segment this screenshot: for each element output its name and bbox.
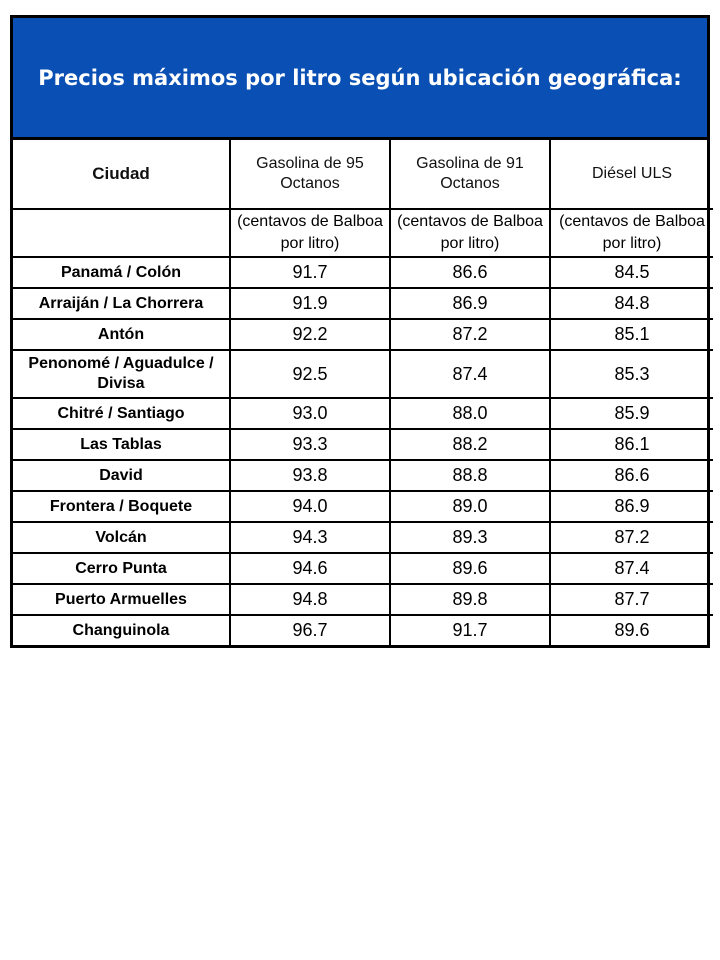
cell-city: Volcán	[13, 522, 230, 553]
table-row	[13, 615, 713, 645]
price-table-container	[10, 15, 710, 648]
cell-diesel: 86.9	[550, 491, 713, 522]
header-gas95: Gasolina de 95 Octanos	[230, 140, 390, 209]
cell-gas95: 94.6	[230, 553, 390, 584]
cell-gas91: 88.0	[390, 398, 550, 429]
units-gas95: (centavos de Balboa por litro)	[230, 209, 390, 257]
cell-gas91: 89.0	[390, 491, 550, 522]
table-row	[13, 288, 713, 319]
cell-diesel: 85.3	[550, 350, 713, 398]
table-row	[13, 257, 713, 288]
units-diesel: (centavos de Balboa por litro)	[550, 209, 713, 257]
cell-gas91: 89.3	[390, 522, 550, 553]
cell-diesel: 85.1	[550, 319, 713, 350]
cell-city: Las Tablas	[13, 429, 230, 460]
cell-gas95: 96.7	[230, 615, 390, 645]
cell-gas95: 91.7	[230, 257, 390, 288]
cell-gas91: 88.8	[390, 460, 550, 491]
cell-city: Chitré / Santiago	[13, 398, 230, 429]
cell-diesel: 87.2	[550, 522, 713, 553]
table-row	[13, 522, 713, 553]
units-gas91: (centavos de Balboa por litro)	[390, 209, 550, 257]
cell-gas91: 88.2	[390, 429, 550, 460]
cell-gas91: 86.9	[390, 288, 550, 319]
header-diesel: Diésel ULS	[550, 140, 713, 209]
table-title: Precios máximos por litro según ubicación geográfica:	[13, 18, 707, 140]
cell-gas91: 91.7	[390, 615, 550, 645]
header-gas91: Gasolina de 91 Octanos	[390, 140, 550, 209]
table-row	[13, 491, 713, 522]
table-row	[13, 584, 713, 615]
cell-city: Frontera / Boquete	[13, 491, 230, 522]
cell-city: Penonomé / Aguadulce / Divisa	[13, 350, 230, 398]
cell-gas91: 87.4	[390, 350, 550, 398]
cell-gas91: 87.2	[390, 319, 550, 350]
cell-gas95: 92.5	[230, 350, 390, 398]
cell-gas91: 86.6	[390, 257, 550, 288]
cell-diesel: 87.4	[550, 553, 713, 584]
cell-gas95: 94.0	[230, 491, 390, 522]
price-table	[13, 140, 713, 645]
units-row	[13, 209, 713, 257]
cell-city: David	[13, 460, 230, 491]
table-row	[13, 553, 713, 584]
cell-gas95: 93.8	[230, 460, 390, 491]
cell-gas95: 91.9	[230, 288, 390, 319]
cell-diesel: 86.1	[550, 429, 713, 460]
cell-city: Arraiján / La Chorrera	[13, 288, 230, 319]
cell-city: Panamá / Colón	[13, 257, 230, 288]
cell-gas95: 94.3	[230, 522, 390, 553]
cell-diesel: 84.5	[550, 257, 713, 288]
table-row	[13, 460, 713, 491]
cell-gas95: 93.0	[230, 398, 390, 429]
header-city: Ciudad	[13, 140, 230, 209]
cell-gas91: 89.6	[390, 553, 550, 584]
cell-city: Puerto Armuelles	[13, 584, 230, 615]
units-empty-cell	[13, 209, 230, 257]
table-row	[13, 398, 713, 429]
cell-gas95: 94.8	[230, 584, 390, 615]
cell-diesel: 84.8	[550, 288, 713, 319]
table-row	[13, 429, 713, 460]
cell-diesel: 87.7	[550, 584, 713, 615]
cell-gas95: 92.2	[230, 319, 390, 350]
cell-diesel: 85.9	[550, 398, 713, 429]
table-row	[13, 319, 713, 350]
cell-city: Antón	[13, 319, 230, 350]
cell-gas91: 89.8	[390, 584, 550, 615]
cell-gas95: 93.3	[230, 429, 390, 460]
cell-city: Changuinola	[13, 615, 230, 645]
cell-diesel: 86.6	[550, 460, 713, 491]
header-row	[13, 140, 713, 209]
cell-city: Cerro Punta	[13, 553, 230, 584]
cell-diesel: 89.6	[550, 615, 713, 645]
table-row	[13, 350, 713, 398]
